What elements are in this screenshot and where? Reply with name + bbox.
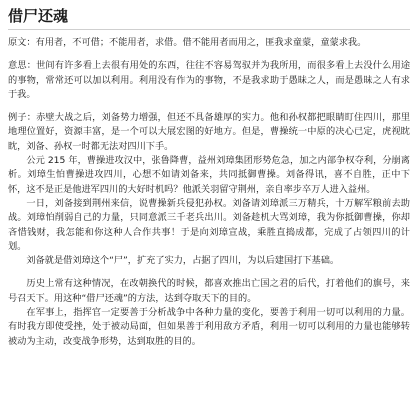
original-label: 原文： [8,37,36,48]
paragraph-3: 一日，刘备接到荆州来信，说曹操新兵侵犯孙权。刘备请刘璋派三万精兵，十万解军粮前去助战。刘璋怕削弱自己的力量，只同意派三千老兵出川。刘备趁机大骂刘璋，我为你抵御曹操，你却吝惜钱财，我怎能和你这种人合作共事！于是向刘璋宣战，乘胜直捣成都，完成了占领四川的计划。 [8,197,410,252]
example-label: 例子： [8,112,37,124]
example-paragraph [8,111,410,154]
paragraph-5: 历史上常有这种情况，在改朝换代的时候，都喜欢推出亡国之君的后代，打着他们的旗号，来号召天下。用这种“借尸还魂”的方法，达到夺取天下的目的。 [8,278,410,304]
document-page [8,4,410,396]
title-row [8,4,410,30]
meaning-paragraph [8,59,410,102]
page-title: 借尸还魂 [8,7,69,25]
meaning-label: 意思： [8,60,37,72]
paragraph-6: 在军事上，指挥官一定要善于分析战争中各种力量的变化，要善于利用一切可以利用的力量。有时我方即使受挫，处于被动局面，但如果善于利用敌方矛盾，利用一切可以利用的力量也能够转被动为主动，改变战争形势，达到取胜的目的。 [8,307,410,347]
example-text: 赤壁大战之后，刘备势力增强，但还不具备雄厚的实力。他和孙权都把眼睛盯住四川，那里地理位置好，资源丰富，是一个可以大展宏图的好地方。但是，曹操统一中原的决心已定，虎视眈眈，刘备、孙权一时都无法对四川下手。 [8,112,411,152]
original-paragraph [8,36,410,50]
meaning-text: 世间有许多看上去很有用处的东西，往往不容易驾驭并为我所用，而很多看上去没什么用途的事物，常常还可以加以利用。利用没有作为的事物，不是我求助于愚昧之人，而是愚昧之人有求于我。 [8,60,411,100]
paragraph-4: 刘备就是借刘璋这个“尸”，扩充了实力，占据了四川，为以后建国打下基础。 [26,255,340,267]
original-text: 有用者，不可借；不能用者，求借。借不能用者而用之，匪我求童蒙，童蒙求我。 [35,37,367,48]
paragraph-2: 公元 215 年，曹操进攻汉中，张鲁降曹，益州刘璋集团形势危急，加之内部争权夺利，分崩离析。刘璋生怕曹操进攻四川，心想不如请刘备来，共同抵御曹操。刘备得讯，喜不自胜，正中下怀，这不是正是他进军四川的大好时机吗？他派关羽留守荆州，亲自率步卒万人进入益州。 [8,155,410,195]
title-divider [8,29,410,30]
